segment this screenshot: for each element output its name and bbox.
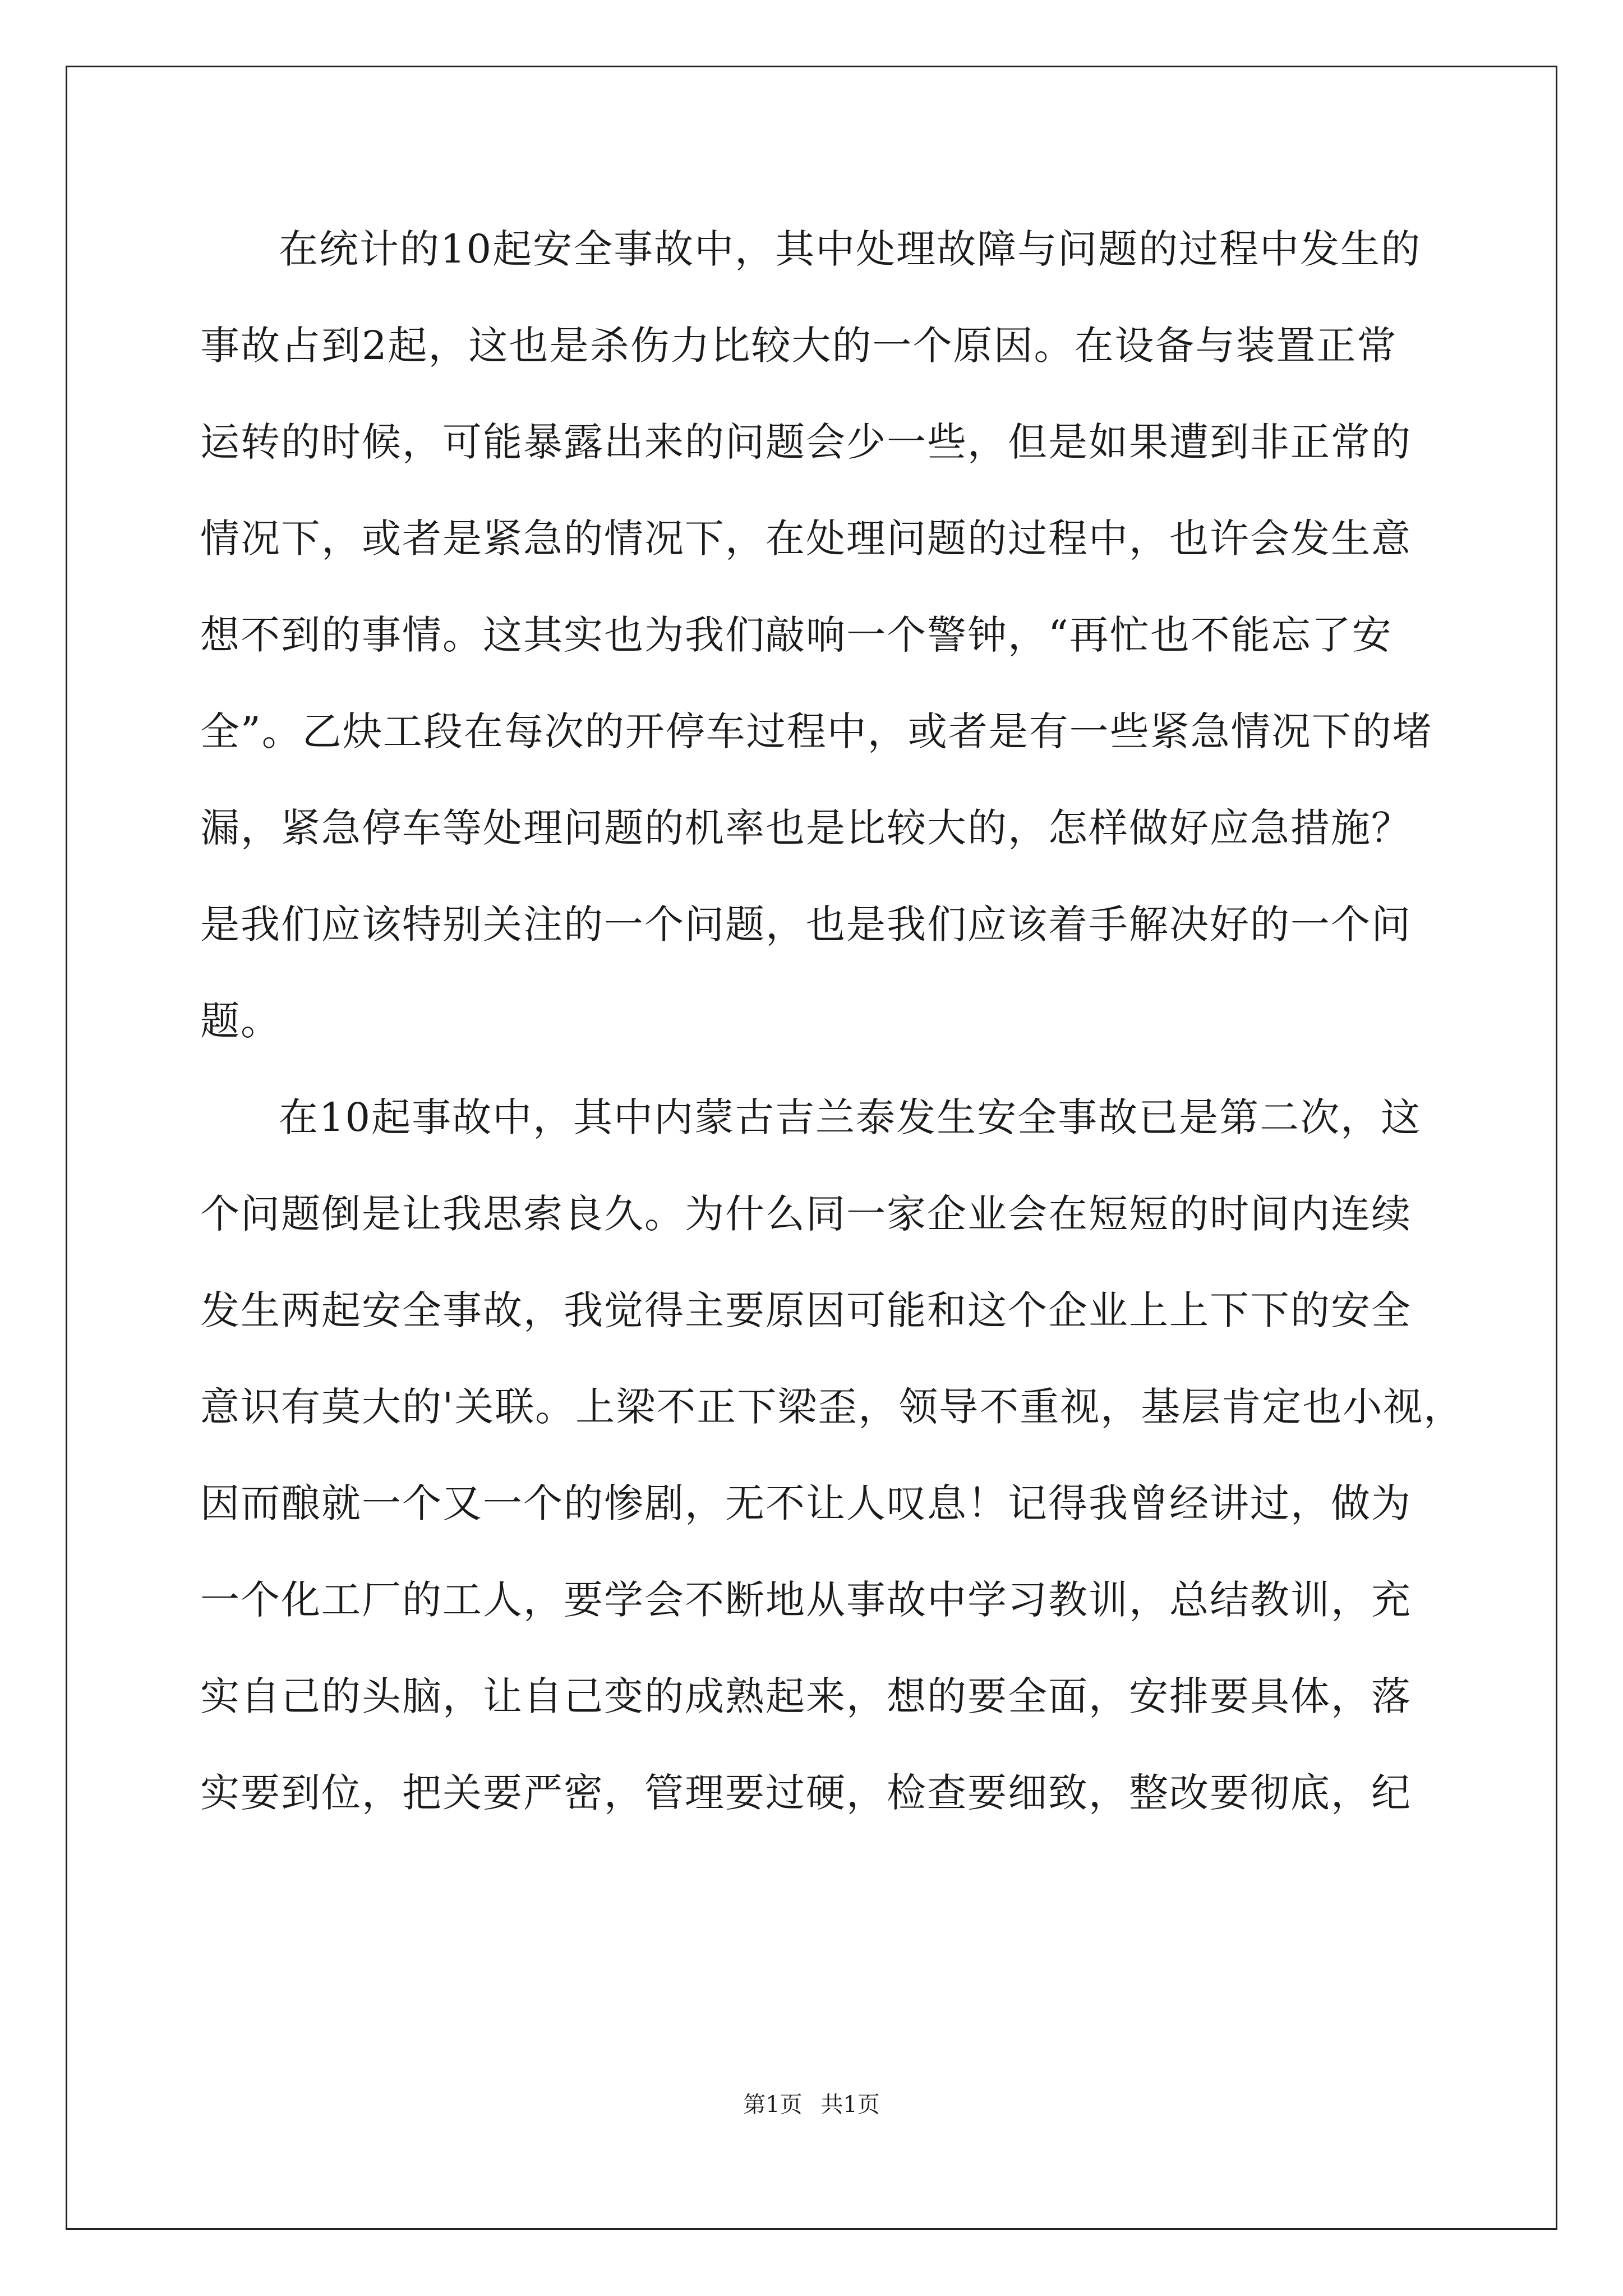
text-line: 情况下，或者是紧急的情况下，在处理问题的过程中，也许会发生意	[200, 516, 1412, 562]
text-line: 想不到的事情。这其实也为我们敲响一个警钟，“再忙也不能忘了安	[200, 612, 1393, 658]
text-line: 因而酿就一个又一个的惨剧，无不让人叹息！记得我曾经讲过，做为	[200, 1480, 1412, 1526]
text-line: 运转的时候，可能暴露出来的问题会少一些，但是如果遭到非正常的	[200, 419, 1412, 465]
text-line: 个问题倒是让我思索良久。为什么同一家企业会在短短的时间内连续	[200, 1191, 1412, 1237]
text-line: 意识有莫大的'关联。上梁不正下梁歪，领导不重视，基层肯定也小视，	[200, 1384, 1464, 1430]
page-number: 第1页	[743, 2092, 803, 2118]
text-line: 实自己的头脑，让自己变的成熟起来，想的要全面，安排要具体，落	[200, 1673, 1412, 1719]
text-line: 发生两起安全事故，我觉得主要原因可能和这个企业上上下下的安全	[200, 1287, 1412, 1333]
text-line: 事故占到2起，这也是杀伤力比较大的一个原因。在设备与装置正常	[200, 323, 1398, 369]
paragraph-1	[200, 201, 1434, 1069]
document-body	[200, 201, 1464, 1841]
text-line: 在统计的10起安全事故中，其中处理故障与问题的过程中发生的	[279, 226, 1422, 272]
text-line: 全”。乙炔工段在每次的开停车过程中，或者是有一些紧急情况下的堵	[200, 708, 1433, 754]
text-line: 是我们应该特别关注的一个问题，也是我们应该着手解决好的一个问	[200, 901, 1412, 947]
text-line: 题。	[200, 998, 281, 1044]
text-line: 在10起事故中，其中内蒙古吉兰泰发生安全事故已是第二次，这	[279, 1094, 1422, 1140]
page-total: 共1页	[820, 2092, 880, 2118]
page-footer	[0, 2087, 1623, 2119]
text-line: 实要到位，把关要严密，管理要过硬，检查要细致，整改要彻底，纪	[200, 1770, 1412, 1816]
paragraph-2	[200, 1069, 1464, 1841]
text-line: 一个化工厂的工人，要学会不断地从事故中学习教训，总结教训，充	[200, 1577, 1412, 1623]
text-line: 漏，紧急停车等处理问题的机率也是比较大的，怎样做好应急措施？	[200, 805, 1412, 851]
